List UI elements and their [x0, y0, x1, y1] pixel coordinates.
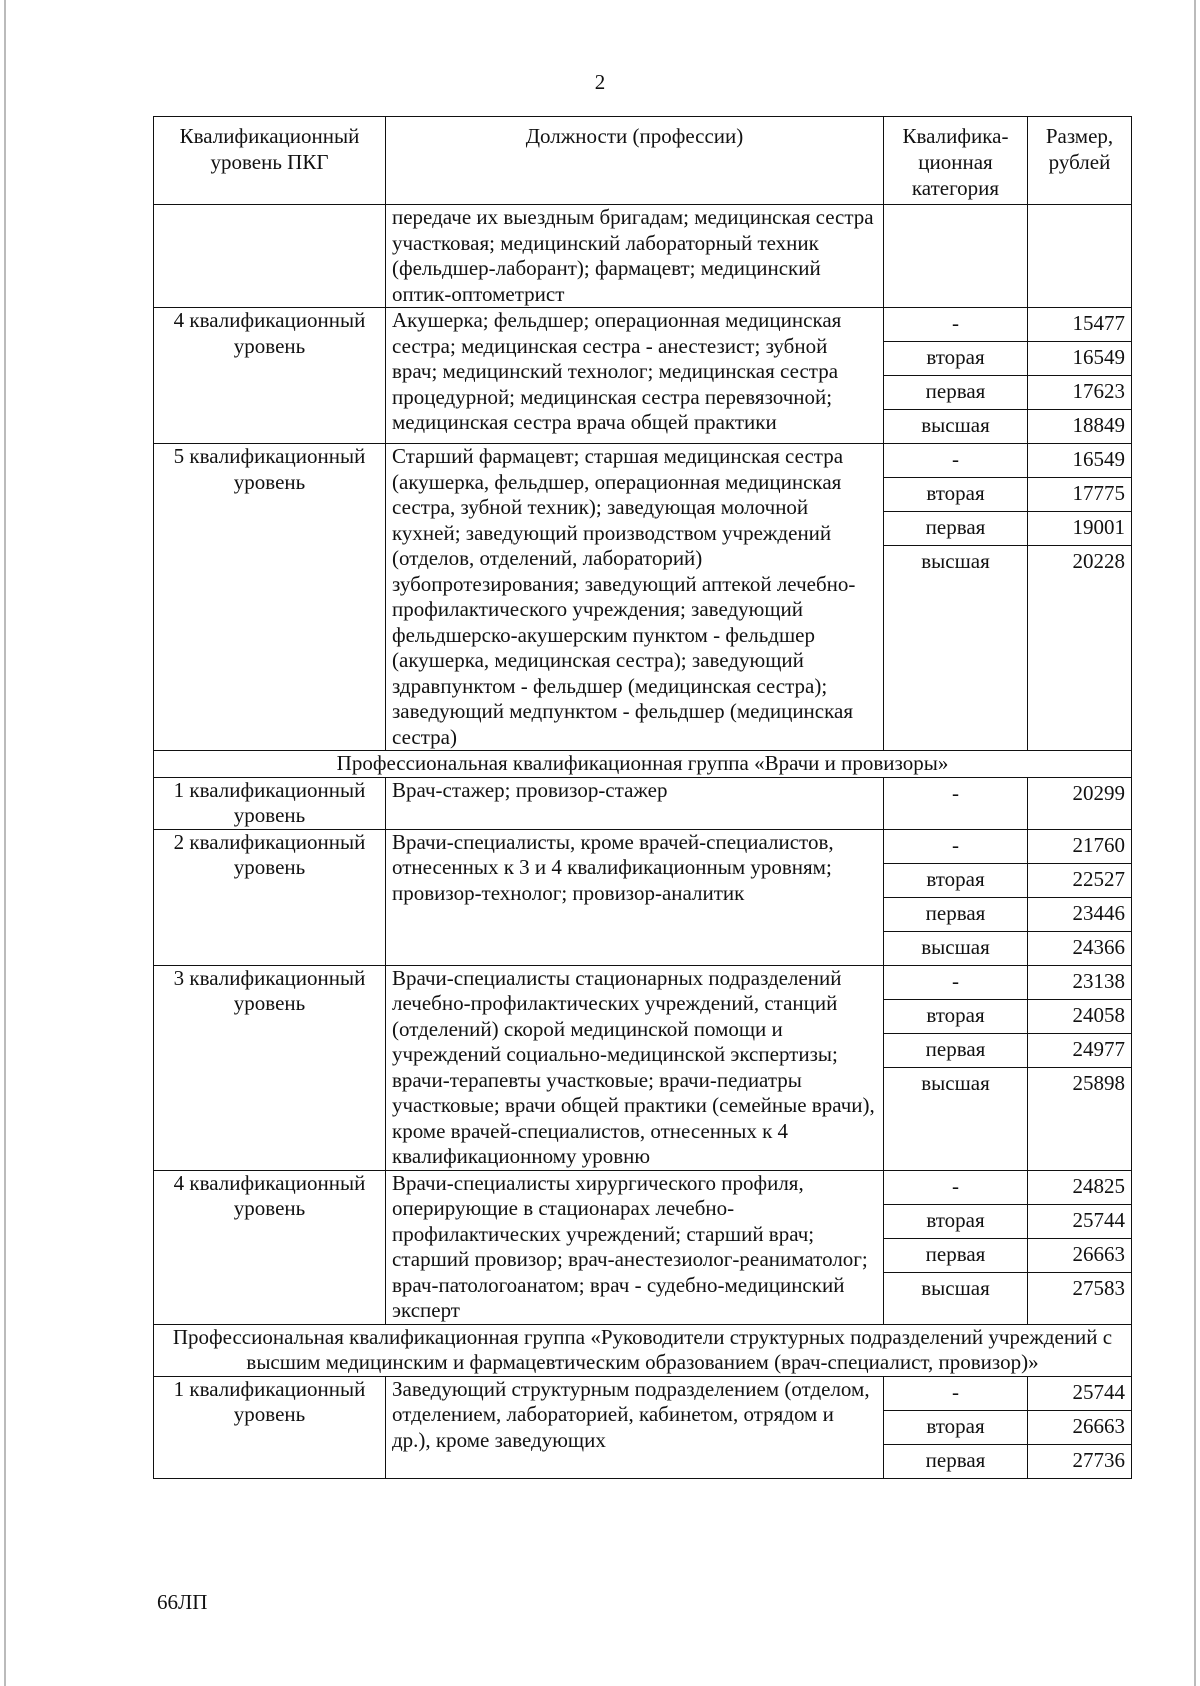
header-level: Квалификационный уровень ПКГ: [154, 117, 386, 205]
grade-size: 23138: [1028, 966, 1131, 1000]
table-row: [154, 777, 1132, 829]
grade-size: 26663: [1028, 1238, 1131, 1272]
grade-category: -: [884, 830, 1027, 864]
grade-size: 25898: [1072, 1070, 1125, 1095]
grade-size: 16549: [1028, 342, 1131, 376]
positions-cell: Врачи-специалисты, кроме врачей-специалистов, отнесенных к 3 и 4 квалификационным уровням; провизор-технолог; провизор-аналитик: [386, 829, 884, 965]
positions-cell: Заведующий структурным подразделением (отделом, отделением, лабораторией, кабинетом, отрядом и др.), кроме заведующих: [386, 1376, 884, 1478]
table-row: [154, 205, 1132, 308]
grade-size: 15477: [1028, 308, 1131, 342]
grade-category: -: [884, 308, 1027, 342]
category-list: [884, 1171, 1027, 1306]
positions-cell: Старший фармацевт; старшая медицинская сестра (акушерка, фельдшер, операционная медицинская сестра, зубной техник); заведующая молочной кухней; заведующий производством учреждений (отделов, отделений, лабораторий) зубопротезирования; заведующий аптекой лечебно-профилактического учреждения; заведующий фельдшерско-акушерским пунктом - фельдшер (акушерка, медицинская сестра); заведующий здравпунктом - фельдшер (медицинская сестра); заведующий медпунктом - фельдшер (медицинская сестра): [386, 444, 884, 751]
size-list: [1028, 308, 1131, 443]
grade-category: первая: [884, 1033, 1027, 1067]
level-cell: 4 квалификационный уровень: [154, 1170, 386, 1324]
category-cell: [884, 205, 1028, 308]
size-cell: [1028, 1376, 1132, 1478]
table-body: [154, 205, 1132, 1479]
category-list: [884, 1377, 1027, 1478]
grade-size: 23446: [1028, 897, 1131, 931]
level-cell: [154, 205, 386, 308]
level-cell: 5 квалификационный уровень: [154, 444, 386, 751]
category-cell: [884, 777, 1028, 829]
category-list: [884, 966, 1027, 1101]
table-row: [154, 1376, 1132, 1478]
grade-size: 26663: [1028, 1410, 1131, 1444]
category-cell: [884, 444, 1028, 751]
size-list: [1028, 1377, 1131, 1478]
grade-size: 25744: [1028, 1377, 1131, 1411]
size-cell: [1028, 205, 1132, 308]
grade-category: вторая: [884, 478, 1027, 512]
grade-category: высшая: [921, 413, 990, 437]
category-cell: [884, 829, 1028, 965]
size-cell: [1028, 308, 1132, 444]
positions-cell: Акушерка; фельдшер; операционная медицинская сестра; медицинская сестра - анестезист; зубной врач; медицинский технолог; медицинская сестра процедурной; медицинская сестра перевязочной; медицинская сестра врача общей практики: [386, 308, 884, 444]
grade-category: первая: [884, 1238, 1027, 1272]
table-header: [154, 117, 1132, 205]
grade-size: 24825: [1028, 1171, 1131, 1205]
size-cell: [1028, 1170, 1132, 1324]
grade-category: -: [884, 444, 1027, 478]
grade-size: 22527: [1028, 863, 1131, 897]
group-title: Профессиональная квалификационная группа «Руководители структурных подразделений учреждений с высшим медицинским и фармацевтическим образованием (врач-специалист, провизор)»: [154, 1324, 1132, 1376]
grade-size: 24058: [1028, 999, 1131, 1033]
size-cell: [1028, 965, 1132, 1170]
positions-cell: передаче их выездным бригадам; медицинская сестра участковая; медицинский лабораторный техник (фельдшер-лаборант); фармацевт; медицинский оптик-оптометрист: [386, 205, 884, 308]
grade-category: высшая: [921, 934, 990, 959]
size-cell: [1028, 777, 1132, 829]
table-row: [154, 829, 1132, 965]
category-cell: [884, 1376, 1028, 1478]
grade-size: 17775: [1028, 478, 1131, 512]
category-list: [884, 444, 1027, 579]
grade-category: вторая: [884, 342, 1027, 376]
size-list: [1028, 966, 1131, 1101]
category-cell: [884, 308, 1028, 444]
grade-size: 27583: [1072, 1275, 1125, 1300]
grade-category: вторая: [884, 1410, 1027, 1444]
grade-size: 17623: [1028, 376, 1131, 410]
grade-category: вторая: [884, 863, 1027, 897]
category-cell: [884, 1170, 1028, 1324]
grade-category: первая: [884, 376, 1027, 410]
grade-category: -: [884, 1171, 1027, 1205]
grade-size: 20228: [1072, 549, 1125, 573]
scan-edge-right: [1194, 0, 1196, 1686]
grade-category: первая: [925, 1447, 986, 1472]
table-row: [154, 965, 1132, 1170]
size-cell: [1028, 444, 1132, 751]
level-cell: 2 квалификационный уровень: [154, 829, 386, 965]
header-size: Размер, рублей: [1028, 117, 1132, 205]
grade-size: 19001: [1028, 512, 1131, 546]
grade-category: высшая: [921, 1070, 990, 1095]
grade-size: 21760: [1028, 830, 1131, 864]
size-list: [1028, 1171, 1131, 1306]
table-row: [154, 1170, 1132, 1324]
grade-category: высшая: [921, 549, 990, 573]
salary-table: [153, 116, 1132, 1479]
table-row: [154, 308, 1132, 444]
group-row: [154, 751, 1132, 778]
grade-category: -: [952, 780, 959, 805]
grade-size: 25744: [1028, 1204, 1131, 1238]
grade-size: 16549: [1028, 444, 1131, 478]
size-cell: [1028, 829, 1132, 965]
category-list: [884, 778, 1027, 811]
size-list: [1028, 830, 1131, 965]
header-category: Квалифика-ционная категория: [884, 117, 1028, 205]
page-number: 2: [594, 70, 606, 94]
table-row: [154, 444, 1132, 751]
level-cell: 1 квалификационный уровень: [154, 1376, 386, 1478]
grade-category: первая: [884, 897, 1027, 931]
grade-category: высшая: [921, 1275, 990, 1300]
category-list: [884, 830, 1027, 965]
positions-cell: Врачи-специалисты стационарных подразделений лечебно-профилактических учреждений, станций (отделений) скорой медицинской помощи и учреждений социально-медицинской экспертизы; врачи-терапевты участковые; врачи-педиатры участковые; врачи общей практики (семейные врачи), кроме врачей-специалистов, отнесенных к 4 квалификационному уровню: [386, 965, 884, 1170]
header-positions: Должности (профессии): [386, 117, 884, 205]
grade-category: -: [884, 966, 1027, 1000]
grade-size: 20299: [1072, 780, 1125, 805]
level-cell: 3 квалификационный уровень: [154, 965, 386, 1170]
category-list: [884, 308, 1027, 443]
grade-category: вторая: [884, 999, 1027, 1033]
positions-cell: Врачи-специалисты хирургического профиля, оперирующие в стационарах лечебно-профилактических учреждений; старший врач; старший провизор; врач-анестезиолог-реаниматолог; врач-патологоанатом; врач - судебно-медицинский эксперт: [386, 1170, 884, 1324]
grade-size: 27736: [1072, 1447, 1125, 1472]
group-title: Профессиональная квалификационная группа «Врачи и провизоры»: [154, 751, 1132, 778]
level-cell: 4 квалификационный уровень: [154, 308, 386, 444]
grade-category: -: [884, 1377, 1027, 1411]
grade-size: 18849: [1072, 413, 1125, 437]
document-code: 66ЛП: [157, 1590, 208, 1614]
grade-size: 24366: [1072, 934, 1125, 959]
grade-category: первая: [884, 512, 1027, 546]
grade-size: 24977: [1028, 1033, 1131, 1067]
grade-category: вторая: [884, 1204, 1027, 1238]
category-cell: [884, 965, 1028, 1170]
size-list: [1028, 778, 1131, 811]
positions-cell: Врач-стажер; провизор-стажер: [386, 777, 884, 829]
group-row: [154, 1324, 1132, 1376]
scan-edge-left: [4, 0, 6, 1686]
level-cell: 1 квалификационный уровень: [154, 777, 386, 829]
size-list: [1028, 444, 1131, 579]
